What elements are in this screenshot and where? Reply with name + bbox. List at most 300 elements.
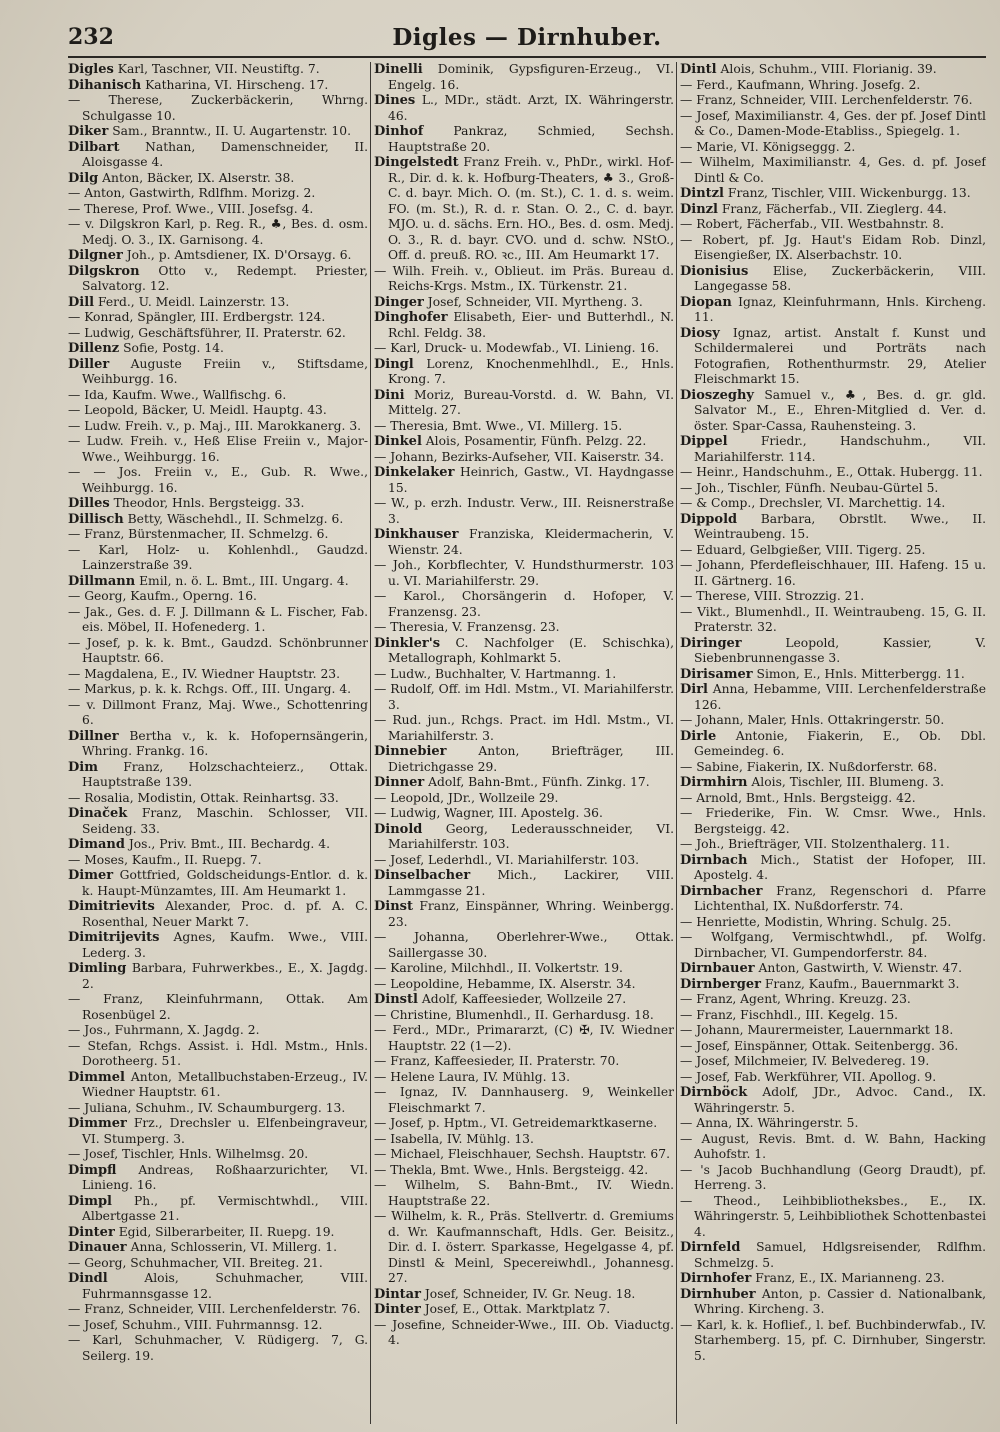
entry-text: Elisabeth, Eier- und Butterhdl., N. Rchl. Feldg. 38. xyxy=(388,310,674,340)
entry-text: — Josefine, Schneider-Wwe., III. Ob. Viaductg. 4. xyxy=(374,1317,674,1347)
entry-text: Anton, Metallbuchstaben-Erzeug., IV. Wiedner Hauptstr. 61. xyxy=(82,1069,368,1099)
directory-entry xyxy=(680,325,986,388)
entry-surname: Dimling xyxy=(68,961,127,976)
entry-text: Andreas, Roßhaarzurichter, VI. Linieng. 16. xyxy=(82,1162,368,1192)
directory-entry xyxy=(374,263,674,295)
directory-entry xyxy=(68,1193,368,1225)
entry-surname: Digles xyxy=(68,62,114,77)
entry-surname: Diopan xyxy=(680,294,732,310)
directory-entry xyxy=(680,1162,986,1194)
entry-text: — Joh., Tischler, Fünfh. Neubau-Gürtel 5. xyxy=(680,480,939,495)
directory-entry xyxy=(68,1302,368,1318)
directory-entry xyxy=(68,418,368,435)
directory-entry xyxy=(680,1240,986,1271)
entry-text: — Ferd., Kaufmann, Whring. Josefg. 2. xyxy=(680,77,921,92)
entry-text: — Josef, p. k. k. Bmt., Gaudzd. Schönbrunner Hauptstr. 66. xyxy=(68,635,368,665)
directory-entry xyxy=(374,341,674,357)
entry-text: — Karl, Holz- u. Kohlenhdl., Gaudzd. Lainzerstraße 39. xyxy=(68,542,368,572)
directory-entry xyxy=(374,465,674,496)
directory-entry xyxy=(680,914,986,931)
entry-text: Adolf, Bahn-Bmt., Fünfh. Zinkg. 17. xyxy=(424,775,650,789)
entry-text: — Therese, Zuckerbäckerin, Whrng. Schulgasse 10. xyxy=(68,93,368,123)
entry-text: Ignaz, artist. Anstalt f. Kunst und Schildermalerei und Porträts nach Fotografien, Rothenthurmstr. 29, Atelier Fleischmarkt 15. xyxy=(694,325,986,386)
entry-text: — August, Revis. Bmt. d. W. Bahn, Hacking Auhofstr. 1. xyxy=(680,1131,986,1161)
entry-text: — Karol., Chorsängerin d. Hofoper, V. Franzensg. 23. xyxy=(374,589,674,619)
entry-surname: Dirnbach xyxy=(680,852,748,868)
entry-text: — Arnold, Bmt., Hnls. Bergsteigg. 42. xyxy=(680,790,916,805)
directory-entry xyxy=(680,930,986,961)
entry-surname: Dini xyxy=(374,387,405,403)
directory-entry xyxy=(680,1193,986,1241)
directory-entry xyxy=(680,713,986,729)
directory-entry xyxy=(680,775,986,791)
directory-entry xyxy=(68,589,368,605)
entry-text: Josef, E., Ottak. Marktplatz 7. xyxy=(420,1302,611,1316)
entry-text: — Sabine, Fiakerin, IX. Nußdorferstr. 68. xyxy=(680,759,938,774)
directory-entry xyxy=(680,1116,986,1132)
entry-surname: Dioszeghy xyxy=(680,387,754,403)
directory-entry xyxy=(374,899,674,930)
entry-text: Alois, Schuhmacher, VIII. Fuhrmannsgasse 12. xyxy=(82,1271,368,1301)
directory-entry xyxy=(68,186,368,202)
column-left xyxy=(68,62,368,1424)
entry-text: Anton, Gastwirth, V. Wienstr. 47. xyxy=(754,961,963,975)
directory-entry xyxy=(68,1333,368,1364)
entry-surname: Dinger xyxy=(374,294,424,310)
entry-text: Mich., Lackirer, VIII. Lammgasse 21. xyxy=(388,868,674,898)
entry-text: — Joh., Korbflechter, V. Hundsthurmerstr. 103 u. VI. Mariahilferstr. 29. xyxy=(374,558,674,588)
entry-text: — Josef, Lederhdl., VI. Mariahilferstr. 103. xyxy=(374,852,640,867)
directory-entry xyxy=(68,697,368,729)
directory-entry xyxy=(68,170,368,187)
entry-text: — Franz, Kaffeesieder, II. Praterstr. 70. xyxy=(374,1054,620,1068)
directory-entry xyxy=(68,77,368,94)
directory-entry xyxy=(68,790,368,807)
entry-surname: Dinstl xyxy=(374,992,418,1007)
directory-entry xyxy=(680,604,986,636)
entry-surname: Dilbart xyxy=(68,139,120,155)
entry-text: — Robert, Fächerfab., VII. Westbahnstr. 8. xyxy=(680,217,945,231)
entry-text: — Jak., Ges. d. F. J. Dillmann & L. Fischer, Fab. eis. Möbel, II. Hofenederg. 1. xyxy=(68,604,368,634)
entry-text: Agnes, Kaufm. Wwe., VIII. Lederg. 3. xyxy=(82,930,368,960)
entry-text: — Wilhelm, Maximilianstr. 4, Ges. d. pf. Josef Dintl & Co. xyxy=(680,155,986,185)
directory-entry xyxy=(68,294,368,311)
directory-entry xyxy=(680,387,986,435)
entry-text: — Therese, VIII. Strozzig. 21. xyxy=(680,589,865,603)
directory-entry xyxy=(680,139,986,156)
entry-text: — Leopold, JDr., Wollzeile 29. xyxy=(374,790,559,805)
directory-entry xyxy=(680,837,986,853)
entry-text: — Rud. jun., Rchgs. Pract. im Hdl. Mstm., VI. Mariahilferstr. 3. xyxy=(374,713,674,743)
directory-entry xyxy=(374,1162,674,1179)
entry-text: — Karl, k. k. Hoflief., l. bef. Buchbinderwfab., IV. Starhemberg. 15, pf. C. Dirnhuber, Singerstr. 5. xyxy=(680,1317,986,1363)
directory-entry xyxy=(680,155,986,186)
entry-text: Egid, Silberarbeiter, II. Ruepg. 19. xyxy=(114,1224,335,1239)
entry-surname: Dinghofer xyxy=(374,310,448,325)
directory-entry xyxy=(374,449,674,466)
directory-entry xyxy=(68,1069,368,1101)
entry-text: — Franz, Kleinfuhrmann, Ottak. Am Rosenbügel 2. xyxy=(68,992,368,1022)
entry-surname: Dill xyxy=(68,294,95,310)
entry-surname: Dillisch xyxy=(68,511,124,527)
entry-text: — Moses, Kaufm., II. Ruepg. 7. xyxy=(68,852,262,867)
entry-text: — Wolfgang, Vermischtwhdl., pf. Wolfg. Dirnbacher, VI. Gumpendorferstr. 84. xyxy=(680,930,986,960)
entry-surname: Dirnböck xyxy=(680,1085,748,1100)
entry-text: — Anton, Gastwirth, Rdlfhm. Morizg. 2. xyxy=(68,186,316,200)
directory-entry xyxy=(680,201,986,218)
entry-text: — Georg, Schuhmacher, VII. Breiteg. 21. xyxy=(68,1255,323,1270)
entry-text: — v. Dilgskron Karl, p. Reg. R., ♣, Bes. d. osm. Medj. O. 3., IX. Garnisong. 4. xyxy=(68,217,368,247)
directory-entry xyxy=(68,1038,368,1070)
directory-entry xyxy=(680,852,986,884)
entry-surname: Dinselbacher xyxy=(374,868,471,883)
entry-text: — Johanna, Oberlehrer-Wwe., Ottak. Saillergasse 30. xyxy=(374,930,674,960)
entry-text: — Johann, Pferdefleischhauer, III. Hafeng. 15 u. II. Gärtnerg. 16. xyxy=(680,558,986,588)
directory-entry xyxy=(680,542,986,559)
directory-entry xyxy=(680,496,986,512)
entry-text: — Ludw. Freih. v., Heß Elise Freiin v., Major-Wwe., Weihburgg. 16. xyxy=(68,434,368,464)
entry-text: — Thekla, Bmt. Wwe., Hnls. Bergsteigg. 42. xyxy=(374,1162,649,1177)
entry-text: — Ferd., MDr., Primararzt, (C) ✠, IV. Wiedner Hauptstr. 22 (1—2). xyxy=(374,1023,674,1053)
entry-text: — Josef, p. Hptm., VI. Getreidemarktkaserne. xyxy=(374,1116,658,1130)
directory-entry xyxy=(68,93,368,124)
directory-entry xyxy=(374,527,674,558)
entry-text: Anton, Briefträger, III. Dietrichgasse 29. xyxy=(388,744,674,774)
directory-entry xyxy=(374,1007,674,1024)
entry-surname: Dirmhirn xyxy=(680,775,748,790)
entry-text: — Vikt., Blumenhdl., II. Weintraubeng. 15, G. II. Praterstr. 32. xyxy=(680,604,986,634)
directory-entry xyxy=(680,480,986,497)
directory-entry xyxy=(374,418,674,435)
directory-entry xyxy=(374,1178,674,1209)
entry-text: — Helene Laura, IV. Mühlg. 13. xyxy=(374,1069,570,1084)
directory-entry xyxy=(68,1162,368,1194)
directory-entry xyxy=(68,961,368,992)
directory-entry xyxy=(680,217,986,233)
directory-entry xyxy=(680,263,986,295)
directory-entry xyxy=(374,1023,674,1054)
entry-text: Friedr., Handschuhm., VII. Mariahilferstr. 114. xyxy=(694,434,986,464)
entry-text: Anna, Schlosserin, VI. Millerg. 1. xyxy=(126,1240,337,1254)
entry-text: — Ida, Kaufm. Wwe., Wallfischg. 6. xyxy=(68,387,287,402)
entry-text: Nathan, Damenschneider, II. Aloisgasse 4. xyxy=(82,139,368,169)
entry-surname: Dinzl xyxy=(680,201,718,217)
directory-entry xyxy=(68,1116,368,1147)
page-number: 232 xyxy=(68,24,114,50)
entry-surname: Dippold xyxy=(680,511,738,527)
directory-entry xyxy=(374,496,674,527)
entry-text: Josef, Schneider, VII. Myrtheng. 3. xyxy=(423,294,643,309)
entry-text: Samuel v., ♣, Bes. d. gr. gld. Salvator M., E., Ehren-Mitglied d. Ver. d. öster. Spar-Cassa, Rauhensteing. 3. xyxy=(694,387,986,433)
entry-text: Anton, p. Cassier d. Nationalbank, Whring. Kircheng. 3. xyxy=(694,1286,986,1316)
entry-text: — Josef, Maximilianstr. 4, Ges. der pf. Josef Dintl & Co., Damen-Mode-Etabliss., Spiegelg. 1. xyxy=(680,108,986,138)
directory-entry xyxy=(680,992,986,1008)
entry-text: Adolf, JDr., Advoc. Cand., IX. Währingerstr. 5. xyxy=(694,1085,986,1115)
entry-surname: Dinst xyxy=(374,899,413,914)
entry-text: Franz, Regenschori d. Pfarre Lichtenthal, IX. Nußdorferstr. 74. xyxy=(694,883,986,913)
entry-text: — Friederike, Fin. W. Cmsr. Wwe., Hnls. Bergsteigg. 42. xyxy=(680,806,986,836)
directory-entry xyxy=(68,604,368,636)
entry-surname: Dinauer xyxy=(68,1240,127,1255)
entry-text: C. Nachfolger (E. Schischka), Metallograph, Kohlmarkt 5. xyxy=(388,635,674,665)
entry-text: Elise, Zuckerbäckerin, VIII. Langegasse 58. xyxy=(694,263,986,293)
directory-entry xyxy=(374,62,674,93)
directory-entry xyxy=(68,403,368,419)
entry-surname: Dirnbacher xyxy=(680,883,763,899)
entry-text: Auguste Freiin v., Stiftsdame, Weihburgg. 16. xyxy=(82,356,368,386)
directory-entry xyxy=(68,806,368,837)
entry-text: — Franz, Bürstenmacher, II. Schmelzg. 6. xyxy=(68,527,329,541)
directory-entry xyxy=(374,790,674,807)
entry-text: — Robert, pf. Jg. Haut's Eidam Rob. Dinzl, Eisengießer, IX. Alserbachstr. 10. xyxy=(680,232,986,262)
entry-surname: Dintar xyxy=(374,1286,421,1302)
entry-text: — Josef, Milchmeier, IV. Belvedereg. 19. xyxy=(680,1054,930,1068)
directory-entry xyxy=(680,682,986,713)
entry-text: — Theod., Leihbibliotheksbes., E., IX. Währingerstr. 5, Leihbibliothek Schottenbastei 4. xyxy=(680,1193,986,1239)
entry-text: — Georg, Kaufm., Operng. 16. xyxy=(68,589,257,603)
directory-entry xyxy=(680,232,986,264)
directory-entry xyxy=(680,1317,986,1365)
directory-entry xyxy=(680,976,986,993)
directory-entry xyxy=(374,821,674,853)
directory-entry xyxy=(68,1023,368,1039)
directory-entry xyxy=(374,1209,674,1287)
entry-surname: Dintzl xyxy=(680,186,724,201)
entry-text: L., MDr., städt. Arzt, IX. Währingerstr. 46. xyxy=(388,93,674,123)
directory-entry xyxy=(680,961,986,977)
directory-entry xyxy=(680,790,986,807)
entry-text: — Henriette, Modistin, Whring. Schulg. 25. xyxy=(680,914,952,929)
entry-text: Alois, Posamentir, Fünfh. Pelzg. 22. xyxy=(421,434,647,448)
entry-surname: Dirnfeld xyxy=(680,1240,741,1255)
directory-entry xyxy=(680,465,986,481)
entry-surname: Dimpl xyxy=(68,1193,112,1209)
entry-text: — Konrad, Spängler, III. Erdbergstr. 124. xyxy=(68,310,326,324)
entry-text: Ph., pf. Vermischtwhdl., VIII. Albertgasse 21. xyxy=(82,1193,368,1223)
entry-text: — & Comp., Drechsler, VI. Marchettig. 14. xyxy=(680,496,946,510)
entry-text: Sofie, Postg. 14. xyxy=(119,341,224,355)
column-right xyxy=(680,62,986,1424)
directory-entry xyxy=(68,682,368,698)
entry-text: — Josef, Schuhm., VIII. Fuhrmannsg. 12. xyxy=(68,1317,323,1332)
entry-surname: Dintl xyxy=(680,62,717,77)
directory-entry xyxy=(374,868,674,899)
entry-text: Franz, Fächerfab., VII. Zieglerg. 44. xyxy=(717,201,947,216)
directory-entry xyxy=(680,186,986,202)
directory-entry xyxy=(374,93,674,124)
directory-entry xyxy=(680,1286,986,1318)
entry-surname: Dilles xyxy=(68,496,110,511)
directory-entry xyxy=(374,155,674,264)
column-divider xyxy=(676,62,677,1424)
directory-entry xyxy=(374,976,674,993)
entry-surname: Dilgskron xyxy=(68,263,140,279)
directory-entry xyxy=(68,496,368,512)
entry-text: Georg, Lederausschneider, VI. Mariahilferstr. 103. xyxy=(388,821,674,851)
entry-surname: Dimand xyxy=(68,837,125,852)
directory-entry xyxy=(68,325,368,342)
entry-surname: Dinter xyxy=(68,1224,115,1240)
entry-text: — Jos., Fuhrmann, X. Jagdg. 2. xyxy=(68,1023,260,1037)
entry-text: Franz, Holzschachteierz., Ottak. Hauptstraße 139. xyxy=(82,759,368,789)
entry-text: Ignaz, Kleinfuhrmann, Hnls. Kircheng. 11. xyxy=(694,294,986,324)
directory-entry xyxy=(68,666,368,683)
entry-surname: Diller xyxy=(68,356,110,372)
directory-entry xyxy=(680,93,986,109)
entry-text: — Franz, Agent, Whring. Kreuzg. 23. xyxy=(680,992,911,1006)
entry-text: Joh., p. Amtsdiener, IX. D'Orsayg. 6. xyxy=(122,248,352,262)
entry-text: — Leopoldine, Hebamme, IX. Alserstr. 34. xyxy=(374,976,636,991)
entry-text: — Anna, IX. Währingerstr. 5. xyxy=(680,1116,859,1130)
entry-surname: Diringer xyxy=(680,635,742,651)
page-header xyxy=(68,22,986,58)
entry-text: Simon, E., Hnls. Mitterbergg. 11. xyxy=(752,666,965,681)
directory-entry xyxy=(68,62,368,78)
directory-entry xyxy=(68,1255,368,1272)
entry-text: Karl, Taschner, VII. Neustiftg. 7. xyxy=(113,62,320,76)
directory-entry xyxy=(68,527,368,543)
entry-text: Alois, Schuhm., VIII. Florianig. 39. xyxy=(716,62,937,76)
entry-surname: Dinhof xyxy=(374,124,424,139)
entry-surname: Diker xyxy=(68,124,109,139)
directory-entry xyxy=(680,558,986,589)
entry-surname: Dippel xyxy=(680,434,728,449)
entry-surname: Dim xyxy=(68,759,98,775)
entry-text: — Isabella, IV. Mühlg. 13. xyxy=(374,1131,534,1146)
directory-entry xyxy=(680,1271,986,1287)
entry-surname: Dillenz xyxy=(68,341,120,356)
entry-text: Franz, Maschin. Schlosser, VII. Seideng. 33. xyxy=(82,806,368,836)
directory-columns xyxy=(64,62,988,1428)
directory-entry xyxy=(680,1069,986,1086)
directory-entry xyxy=(374,1317,674,1349)
entry-text: — Stefan, Rchgs. Assist. i. Hdl. Mstm., Hnls. Dorotheerg. 51. xyxy=(68,1038,368,1068)
entry-surname: Dirnberger xyxy=(680,976,761,992)
entry-text: — Johann, Maurermeister, Lauernmarkt 18. xyxy=(680,1023,954,1037)
directory-entry xyxy=(680,511,986,543)
entry-surname: Dirnhofer xyxy=(680,1271,752,1286)
directory-entry xyxy=(374,620,674,636)
directory-entry xyxy=(374,961,674,977)
entry-text: Anna, Hebamme, VIII. Lerchenfelderstraße 126. xyxy=(694,682,986,712)
entry-text: — Franz, Fischhdl., III. Kegelg. 15. xyxy=(680,1007,899,1022)
directory-entry xyxy=(68,139,368,171)
entry-surname: Dirisamer xyxy=(680,666,753,682)
entry-surname: Dindl xyxy=(68,1271,108,1286)
entry-text: — Josef, Einspänner, Ottak. Seitenbergg. 36. xyxy=(680,1038,959,1053)
entry-surname: Dinner xyxy=(374,775,425,790)
entry-surname: Dinter xyxy=(374,1302,421,1317)
entry-text: Jos., Priv. Bmt., III. Bechardg. 4. xyxy=(124,837,330,851)
entry-text: — Josef, Fab. Werkführer, VII. Apollog. 9. xyxy=(680,1069,937,1084)
entry-text: — Wilhelm, k. R., Präs. Stellvertr. d. Gremiums d. Wr. Kaufmannschaft, Hdls. Ger. Beisitz., Dir. d. I. österr. Sparkasse, Hegelgasse 4, pf. Dinstl & Meinl, Specereiwhdl., Johannesg. 27. xyxy=(374,1209,674,1285)
directory-entry xyxy=(680,1007,986,1024)
entry-text: Gottfried, Goldscheidungs-Entlor. d. k. k. Haupt-Münzamtes, III. Am Heumarkt 1. xyxy=(82,868,368,898)
entry-text: Heinrich, Gastw., VI. Haydngasse 15. xyxy=(388,465,674,495)
entry-text: Frz., Drechsler u. Elfenbeingraveur, VI. Stumperg. 3. xyxy=(82,1116,368,1146)
directory-entry xyxy=(68,263,368,295)
directory-entry xyxy=(68,728,368,760)
entry-surname: Dingelstedt xyxy=(374,155,459,170)
entry-surname: Dihanisch xyxy=(68,77,142,93)
running-title: Digles — Dirnhuber. xyxy=(392,24,662,51)
directory-entry xyxy=(68,201,368,218)
directory-entry xyxy=(68,310,368,326)
entry-text: — Rudolf, Off. im Hdl. Mstm., VI. Mariahilferstr. 3. xyxy=(374,682,674,712)
entry-text: Theodor, Hnls. Bergsteigg. 33. xyxy=(109,496,305,510)
entry-surname: Dinkler's xyxy=(374,635,441,651)
directory-entry xyxy=(680,434,986,465)
directory-entry xyxy=(680,1038,986,1055)
entry-text: — Markus, p. k. k. Rchgs. Off., III. Ungarg. 4. xyxy=(68,682,352,696)
entry-text: — Christine, Blumenhdl., II. Gerhardusg. 18. xyxy=(374,1007,654,1022)
entry-text: — Rosalia, Modistin, Ottak. Reinhartsg. 33. xyxy=(68,790,339,805)
directory-entry xyxy=(68,1100,368,1117)
entry-surname: Dilg xyxy=(68,170,99,186)
entry-text: Mich., Statist der Hofoper, III. Apostelg. 4. xyxy=(694,852,986,882)
entry-text: — Michael, Fleischhauer, Sechsh. Hauptstr. 67. xyxy=(374,1147,670,1161)
entry-text: Pankraz, Schmied, Sechsh. Hauptstraße 20. xyxy=(388,124,674,154)
entry-text: Betty, Wäschehdl., II. Schmelzg. 6. xyxy=(123,511,344,526)
directory-entry xyxy=(68,356,368,388)
entry-text: — Karl, Druck- u. Modewfab., VI. Linieng. 16. xyxy=(374,341,660,355)
entry-text: — Juliana, Schuhm., IV. Schaumburgerg. 13. xyxy=(68,1100,346,1115)
directory-entry xyxy=(374,1147,674,1163)
directory-entry xyxy=(374,1054,674,1070)
entry-surname: Dimmer xyxy=(68,1116,127,1131)
directory-entry xyxy=(374,294,674,311)
entry-surname: Dimpfl xyxy=(68,1162,117,1178)
entry-text: Sam., Branntw., II. U. Augartenstr. 10. xyxy=(108,124,351,138)
directory-entry xyxy=(68,434,368,465)
directory-entry xyxy=(680,1054,986,1070)
entry-text: — Karoline, Milchhdl., II. Volkertstr. 19. xyxy=(374,961,623,975)
entry-text: — Heinr., Handschuhm., E., Ottak. Hubergg. 11. xyxy=(680,465,983,479)
entry-text: — Wilhelm, S. Bahn-Bmt., IV. Wiedn. Hauptstraße 22. xyxy=(374,1178,674,1208)
directory-entry xyxy=(68,868,368,899)
directory-entry xyxy=(680,77,986,94)
entry-text: Lorenz, Knochenmehlhdl., E., Hnls. Krong. 7. xyxy=(388,356,674,386)
entry-text: — Joh., Briefträger, VII. Stolzenthalerg. 11. xyxy=(680,837,950,851)
directory-entry xyxy=(374,558,674,589)
directory-entry xyxy=(68,511,368,528)
directory-entry xyxy=(68,837,368,853)
entry-surname: Dinkel xyxy=(374,434,422,449)
directory-entry xyxy=(68,1271,368,1302)
entry-text: Bertha v., k. k. Hofopernsängerin, Whring. Frankg. 16. xyxy=(82,728,368,758)
entry-text: — Theresia, Bmt. Wwe., VI. Millerg. 15. xyxy=(374,418,623,433)
directory-entry xyxy=(68,1224,368,1241)
directory-entry xyxy=(680,1023,986,1039)
directory-entry xyxy=(374,387,674,419)
directory-entry xyxy=(374,682,674,713)
directory-entry xyxy=(374,666,674,683)
directory-entry xyxy=(374,310,674,341)
directory-entry xyxy=(680,666,986,683)
directory-entry xyxy=(68,573,368,590)
entry-text: — — Jos. Freiin v., E., Gub. R. Wwe., Weihburgg. 16. xyxy=(68,465,368,495)
entry-text: Barbara, Fuhrwerkbes., E., X. Jagdg. 2. xyxy=(82,961,368,991)
entry-surname: Dinnebier xyxy=(374,744,447,759)
entry-text: Franz, Einspänner, Whring. Weinbergg. 23. xyxy=(388,899,674,929)
entry-text: Franz, Kaufm., Bauernmarkt 3. xyxy=(760,976,960,991)
entry-text: — Franz, Schneider, VIII. Lerchenfelderstr. 76. xyxy=(68,1302,361,1316)
directory-entry xyxy=(374,930,674,961)
directory-entry xyxy=(374,744,674,775)
entry-surname: Dillmann xyxy=(68,573,136,589)
entry-text: Katharina, VI. Hirscheng. 17. xyxy=(141,77,329,92)
entry-surname: Dines xyxy=(374,93,416,108)
